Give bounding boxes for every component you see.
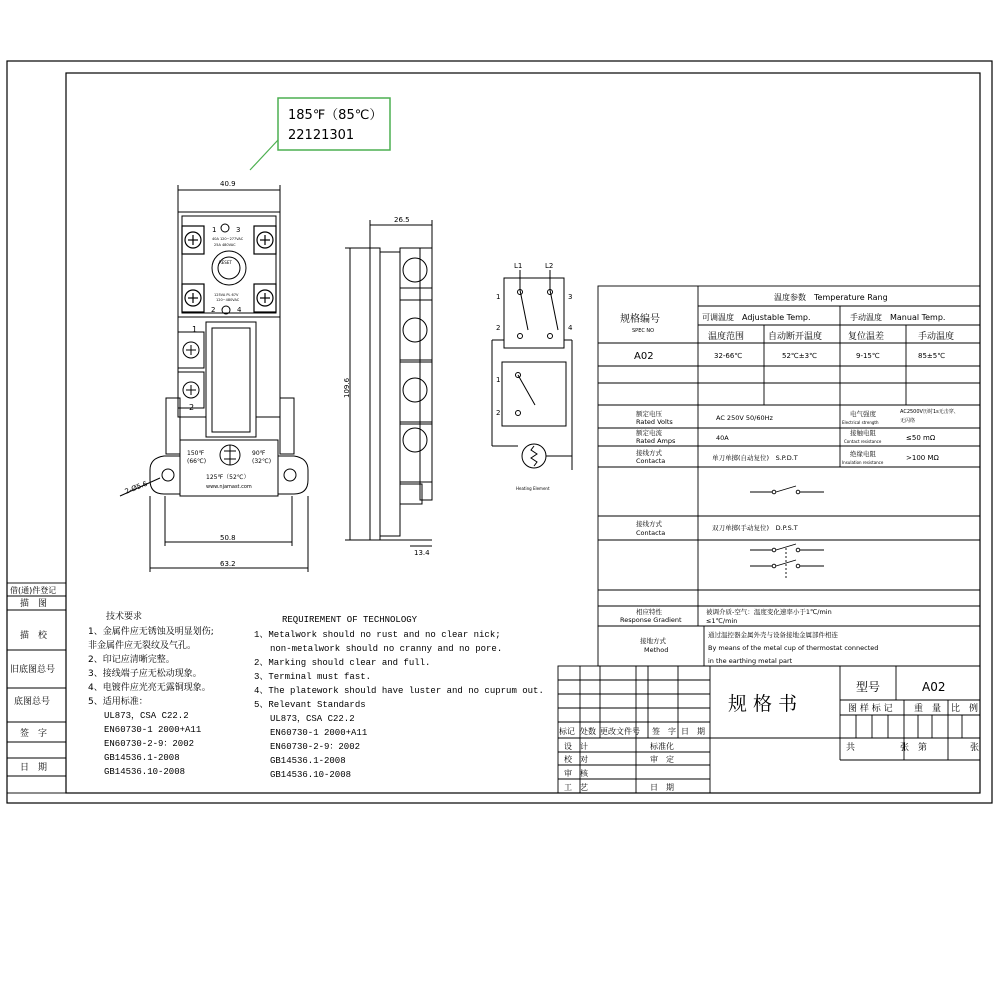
left-base: 底图总号	[14, 697, 51, 707]
tech-en-s3: EN60730-2-9：2002	[270, 742, 361, 752]
spec-v-manual: 85±5℃	[918, 352, 946, 360]
spec-ir-cn: 绝缘电阻	[850, 450, 876, 458]
left-check: 描 校	[20, 631, 48, 641]
rev-mark: 标记	[559, 727, 575, 736]
tech-cn-l5: 5、适用标准：	[88, 697, 148, 707]
front-rating-2: 25A 480VAC	[214, 243, 236, 247]
tech-cn-l1b: 非金属件应无裂纹及气孔。	[88, 641, 197, 651]
spec-gm-cn: 接地方式	[640, 637, 666, 645]
tech-en-s5: GB14536.10-2008	[270, 770, 352, 780]
model-label: 型号	[856, 680, 881, 694]
tech-cn-s2: EN60730-1 2000+A11	[104, 725, 202, 735]
spec-cr-en: Contact resistance	[844, 439, 882, 444]
tb-review: 审 定	[650, 755, 674, 764]
callout	[250, 98, 390, 170]
h-weight: 重 量	[914, 704, 942, 714]
rev-sign: 签 字	[652, 727, 676, 736]
circuit-n1b: 1	[496, 376, 501, 384]
spec-gm-val1: 通过温控器金属外壳与设备接地金属部件相连	[708, 631, 838, 639]
spec-rg-val2: ≤1℃/min	[706, 617, 738, 625]
front-website: www.njamast.com	[206, 484, 252, 490]
dial-right-c: (32℃)	[252, 458, 272, 465]
doc-title: 规 格 书	[728, 693, 798, 715]
front-rating-3: 125VA PL 67V	[214, 293, 239, 297]
tb-audit: 审 核	[564, 769, 588, 778]
tech-en-s1: UL873，CSA C22.2	[270, 714, 355, 724]
sheet-no-label: 第	[918, 743, 928, 753]
dim-hole: 2-Ø5.6	[123, 479, 149, 496]
spec-table-text	[620, 292, 959, 625]
spec-con1-cn: 接线方式	[636, 449, 662, 457]
tech-cn-s5: GB14536.10-2008	[104, 767, 186, 777]
h-mark: 图 样 标 记	[848, 704, 893, 714]
spec-col-diff: 复位温差	[848, 332, 885, 342]
sheet-no-label2: 张	[970, 743, 980, 753]
spec-con1-en: Contacta	[636, 457, 666, 465]
title-block-text	[559, 679, 979, 792]
spec-volts-cn: 额定电压	[636, 410, 662, 418]
tb-proof: 校 对	[564, 755, 588, 764]
tech-cn-s3: EN60730-2-9：2002	[104, 739, 195, 749]
tech-cn-title: 技术要求	[106, 612, 143, 622]
spec-volts-en: Rated Volts	[636, 418, 673, 426]
circuit-l1: L1	[514, 262, 523, 270]
spec-es-val2: 无闪络	[900, 418, 916, 424]
spec-man-temp: 手动温度 Manual Temp.	[850, 313, 946, 322]
dim-side-base: 13.4	[414, 549, 430, 557]
tech-en-l3: 3、Terminal must fast.	[254, 672, 372, 682]
h-scale: 比 例	[951, 704, 979, 714]
tech-cn-s1: UL873，CSA C22.2	[104, 711, 189, 721]
tech-en-l4: 4、The platework should have luster and no cuprum out.	[254, 686, 544, 696]
tech-en-l1: 1、Metalwork should no rust and no clear nick;	[254, 630, 501, 640]
spec-model: A02	[634, 351, 654, 362]
tech-en-l5: 5、Relevant Standards	[254, 700, 366, 710]
spec-col-manual: 手动温度	[918, 332, 955, 342]
tech-en-title: REQUIREMENT OF TECHNOLOGY	[282, 615, 418, 625]
circuit-diagram	[492, 270, 572, 470]
spec-es-en: Electrical strength	[842, 420, 879, 425]
dim-mount-spacing: 50.8	[220, 534, 236, 542]
left-strip-text	[10, 585, 56, 773]
spec-rg-en: Response Gradient	[620, 616, 682, 624]
callout-temp: 185℉（85℃）	[288, 108, 383, 123]
model-value: A02	[922, 680, 946, 694]
spec-title: 温度参数 Temperature Rang	[774, 293, 888, 302]
front-term-4: 4	[237, 306, 242, 314]
circuit-n1: 1	[496, 293, 501, 301]
spec-es-cn: 电气强度	[850, 410, 876, 418]
left-reg: 借(通)件登记	[10, 586, 57, 595]
spec-cr-cn: 接触电阻	[850, 429, 876, 437]
spec-rg-cn: 相应特性	[636, 608, 662, 616]
front-rating-1: 40A 120~277VAC	[212, 237, 244, 241]
dim-depth-top: 26.5	[394, 216, 410, 224]
rev-qty: 处数	[580, 727, 596, 736]
circuit-l2: L2	[545, 262, 554, 270]
front-term-3: 3	[236, 226, 241, 234]
spec-rg-val1: 被调介质-空气：温度变化速率小于1℃/min	[706, 608, 832, 616]
spec-v-range: 32-66℃	[714, 352, 743, 360]
dial-bottom: 125℉（52℃）	[206, 474, 250, 481]
dim-height: 109.6	[343, 377, 351, 398]
circuit-n2b: 2	[496, 409, 501, 417]
circuit-heater: Heating Element	[516, 486, 550, 491]
spec-es-val1: AC2500V历时1s无击穿、	[900, 409, 959, 415]
tech-cn-l4: 4、电镀件应光亮无露铜现象。	[88, 683, 211, 693]
rev-date: 日 期	[681, 727, 705, 736]
left-draw: 描 图	[20, 599, 48, 609]
spec-con1-val: 单刀单掷(自动复位) S.P.D.T	[712, 454, 798, 462]
spec-no-en: SPEC NO	[632, 328, 655, 334]
tb-date: 日 期	[650, 783, 674, 792]
front-term-2b: 2	[189, 403, 195, 412]
tech-en-s2: EN60730-1 2000+A11	[270, 728, 368, 738]
tech-cn	[88, 610, 214, 777]
side-view	[345, 220, 432, 546]
spec-ir-val: >100 MΩ	[906, 454, 939, 462]
tech-en-l2: 2、Marking should clear and full.	[254, 658, 431, 668]
dial-right: 90℉	[252, 450, 266, 457]
dial-left: 150℉	[187, 450, 205, 457]
circuit-labels	[496, 262, 573, 491]
total-label: 共	[846, 743, 856, 753]
spec-adj-temp: 可调温度 Adjustable Temp.	[702, 313, 811, 322]
spec-ir-en: Insulation resistance	[842, 460, 884, 465]
tech-cn-l2: 2、印记应清晰完整。	[88, 655, 175, 665]
spec-gm-en: Method	[644, 646, 669, 654]
spec-v-auto: 52℃±3℃	[782, 352, 817, 360]
callout-code: 22121301	[288, 128, 355, 143]
left-sign: 签 字	[20, 729, 48, 739]
dial-left-c: (66℃)	[187, 458, 207, 465]
tb-craft: 工 艺	[564, 783, 588, 792]
spec-con2-en: Contacta	[636, 529, 666, 537]
spec-amps-en: Rated Amps	[636, 437, 676, 445]
tb-standard: 标准化	[650, 742, 674, 751]
circuit-n4: 4	[568, 324, 573, 332]
circuit-n3: 3	[568, 293, 573, 301]
tech-cn-s4: GB14536.1-2008	[104, 753, 180, 763]
dim-width-top: 40.9	[220, 180, 236, 188]
tech-en-l1b: non-metalwork should no cranny and no pore.	[270, 644, 503, 654]
sheets-label: 张	[900, 743, 910, 753]
circuit-n2: 2	[496, 324, 501, 332]
spec-gm-val2: By means of the metal cup of thermostat connected	[708, 644, 879, 652]
tech-en-s4: GB14536.1-2008	[270, 756, 346, 766]
left-strip	[7, 583, 66, 793]
spec-no-cn: 规格编号	[620, 314, 660, 325]
front-rating-4: 120~480VAC	[216, 298, 240, 302]
tech-cn-l1: 1、金属件应无锈蚀及明显划伤;	[88, 627, 214, 637]
front-reset-label: RESET	[219, 260, 232, 265]
spec-col-auto: 自动断开温度	[768, 332, 823, 342]
spec-col-range: 温度范围	[708, 332, 745, 342]
left-old: 旧底图总号	[10, 665, 56, 675]
left-date: 日 期	[20, 763, 48, 773]
spec-gm-val3: in the earthing metal part	[708, 657, 793, 665]
front-term-1: 1	[212, 226, 217, 234]
spec-v-diff: 9-15℃	[856, 352, 880, 360]
spec-volts-val: AC 250V 50/60Hz	[716, 414, 773, 422]
tech-en	[254, 615, 544, 780]
tech-cn-l3: 3、接线端子应无松动现象。	[88, 669, 202, 679]
grounding-text	[640, 630, 878, 665]
spec-amps-cn: 额定电流	[636, 429, 662, 437]
spec-con2-val: 双刀单掷(手动复位) D.P.S.T	[712, 524, 798, 532]
spec-amps-val: 40A	[716, 434, 729, 442]
spec-cr-val: ≤50 mΩ	[906, 434, 936, 442]
spec-con2-cn: 接线方式	[636, 520, 662, 528]
rev-file: 更改文件号	[600, 727, 640, 736]
dim-base-width: 63.2	[220, 560, 236, 568]
front-term-1b: 1	[192, 325, 198, 334]
tb-design: 设 计	[564, 742, 588, 751]
front-term-2: 2	[211, 306, 216, 314]
